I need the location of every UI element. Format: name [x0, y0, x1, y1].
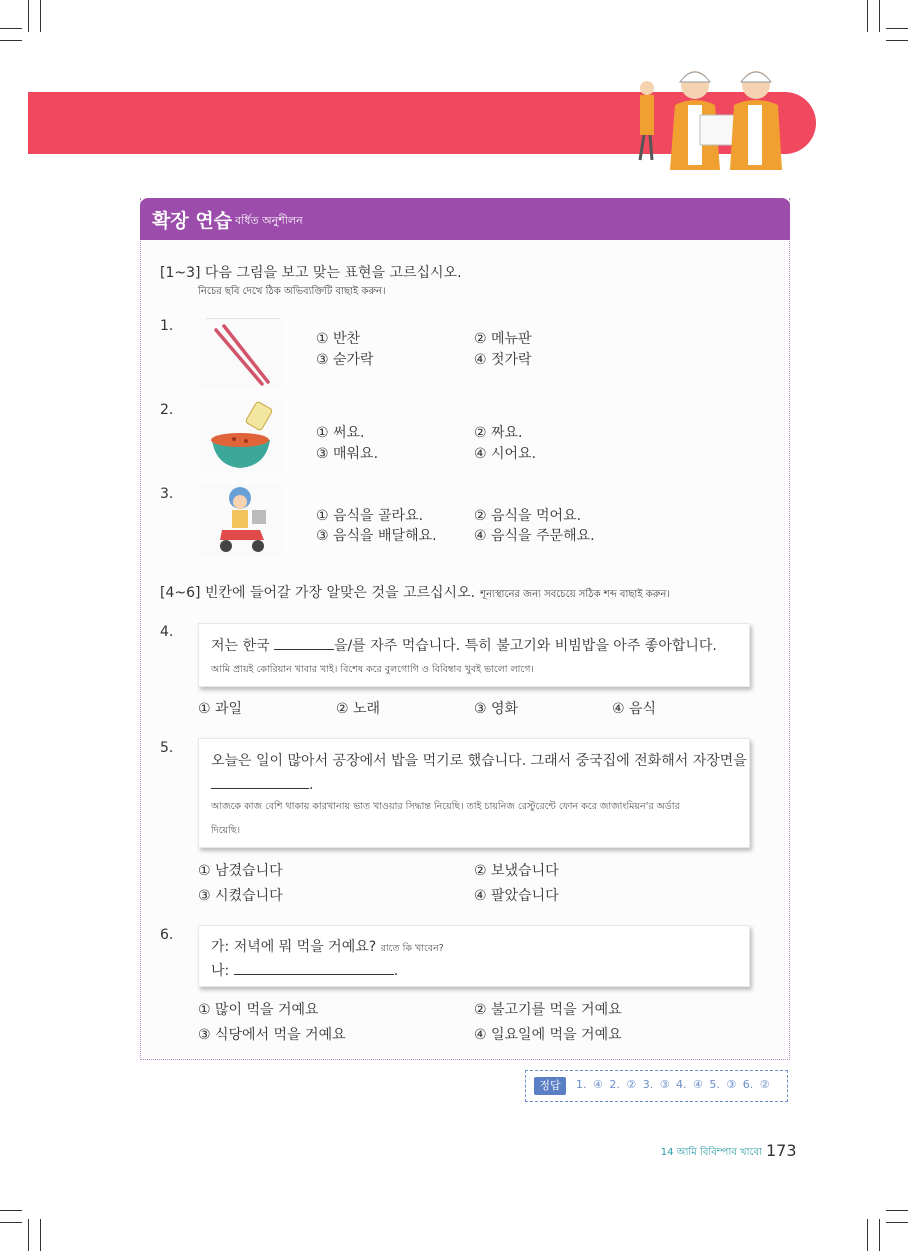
q2-option-4[interactable]: ④ 시어요.	[474, 446, 537, 462]
instruction-1-3: [1~3] 다음 그림을 보고 맞는 표현을 고르십시오.	[160, 265, 462, 281]
instruction-1-3-bn: নিচের ছবি দেখে ঠিক অভিব্যক্তিটি বাছাই করুন।	[198, 286, 386, 297]
q6-line-1: 가: 저녁에 뭐 먹을 거예요? রাতে কি খাবেন?	[211, 939, 444, 955]
q2-option-1[interactable]: ① 써요.	[316, 425, 365, 441]
crop-mark	[28, 0, 29, 32]
q5-option-3[interactable]: ③ 시켰습니다	[198, 888, 283, 904]
q4-translation: আমি প্রায়ই কোরিয়ান খাবার খাই। বিশেষ করে বুলগোগি ও বিবিম্বাব খুবই ভালো লাগে।	[211, 664, 534, 675]
crop-mark	[879, 0, 880, 32]
q6-option-3[interactable]: ③ 식당에서 먹을 거예요	[198, 1027, 346, 1043]
crop-mark	[879, 1219, 880, 1251]
instruction-4-6-bn: শূন্যস্থানের জন্য সবচেয়ে সঠিক শব্দ বাছাই করুন।	[480, 589, 670, 600]
q4-option-2[interactable]: ② 노래	[336, 701, 381, 717]
q5-card	[198, 738, 750, 848]
blank	[274, 635, 334, 650]
q4-option-1[interactable]: ① 과일	[198, 701, 243, 717]
question-number: 4.	[160, 624, 174, 640]
page-number: 173	[766, 1141, 797, 1160]
q5-translation-2: দিয়েছি।	[211, 825, 240, 836]
q5-blank-line: .	[211, 774, 313, 793]
chopsticks-image	[200, 318, 282, 388]
q2-option-3[interactable]: ③ 매워요.	[316, 446, 379, 462]
answer-label: 정답	[534, 1077, 566, 1095]
q3-option-4[interactable]: ④ 음식을 주문해요.	[474, 528, 595, 544]
q4-card	[198, 623, 750, 687]
question-number: 6.	[160, 927, 174, 943]
instruction-4-6-row	[160, 582, 670, 604]
instruction-4-6: [4~6] 빈칸에 들어갈 가장 알맞은 것을 고르십시오.	[160, 585, 476, 601]
crop-mark	[40, 1219, 41, 1251]
q5-option-2[interactable]: ② 보냈습니다	[474, 863, 559, 879]
q6-option-4[interactable]: ④ 일요일에 먹을 거예요	[474, 1027, 622, 1043]
question-number: 5.	[160, 740, 174, 756]
delivery-scooter-image	[200, 484, 282, 556]
answer-items: 1. ④ 2. ② 3. ③ 4. ④ 5. ③ 6. ②	[576, 1078, 770, 1091]
crop-mark	[0, 1210, 22, 1211]
blank	[234, 960, 394, 975]
soup-salt-image	[200, 400, 282, 472]
q5-sentence: 오늘은 일이 많아서 공장에서 밥을 먹기로 했습니다. 그래서 중국집에 전화해서 자장면을	[211, 753, 747, 769]
q3-option-2[interactable]: ② 음식을 먹어요.	[474, 508, 582, 524]
crop-mark	[0, 1222, 22, 1223]
q1-option-1[interactable]: ① 반찬	[316, 331, 361, 347]
q3-option-1[interactable]: ① 음식을 골라요.	[316, 508, 424, 524]
q5-option-4[interactable]: ④ 팔았습니다	[474, 888, 559, 904]
crop-mark	[40, 0, 41, 32]
q6-card	[198, 925, 750, 987]
answer-key	[525, 1070, 788, 1102]
q1-option-4[interactable]: ④ 젓가락	[474, 352, 532, 368]
crop-mark	[886, 28, 908, 29]
crop-mark	[28, 1219, 29, 1251]
blank	[211, 774, 309, 789]
q5-option-1[interactable]: ① 남겼습니다	[198, 863, 283, 879]
crop-mark	[867, 1219, 868, 1251]
q4-sentence: 저는 한국 을/를 자주 먹습니다. 특히 불고기와 비빔밥을 아주 좋아합니다.	[211, 635, 717, 655]
chapter-title: 14 আমি বিবিম্পাব খাবো	[660, 1147, 762, 1158]
crop-mark	[886, 1210, 908, 1211]
question-number: 1.	[160, 318, 174, 334]
q6-line-2: 나: .	[211, 960, 398, 980]
q6-option-2[interactable]: ② 불고기를 먹을 거예요	[474, 1002, 622, 1018]
section-title: 확장 연습	[152, 210, 233, 232]
section-header	[140, 198, 790, 240]
q4-option-4[interactable]: ④ 음식	[612, 701, 657, 717]
q3-option-3[interactable]: ③ 음식을 배달해요.	[316, 528, 437, 544]
q5-translation-1: আজকে কাজ বেশি থাকায় কারখানায় ভাত খাওয়ার সিদ্ধান্ত নিয়েছি। তাই চায়নিজ রেস্টুরেন্টে ফোন করে জাজাংমিয়ন'র অর্ডার	[211, 801, 680, 812]
q6-option-1[interactable]: ① 많이 먹을 거예요	[198, 1002, 319, 1018]
crop-mark	[886, 1222, 908, 1223]
question-number: 2.	[160, 402, 174, 418]
crop-mark	[0, 40, 22, 41]
q1-option-2[interactable]: ② 메뉴판	[474, 331, 532, 347]
section-title-bn: বর্ধিত অনুশীলন	[235, 214, 303, 227]
question-number: 3.	[160, 486, 174, 502]
q4-option-3[interactable]: ③ 영화	[474, 701, 519, 717]
crop-mark	[867, 0, 868, 32]
crop-mark	[886, 40, 908, 41]
crop-mark	[0, 28, 22, 29]
workers-illustration	[630, 60, 790, 170]
q1-option-3[interactable]: ③ 숟가락	[316, 352, 374, 368]
q2-option-2[interactable]: ② 짜요.	[474, 425, 523, 441]
